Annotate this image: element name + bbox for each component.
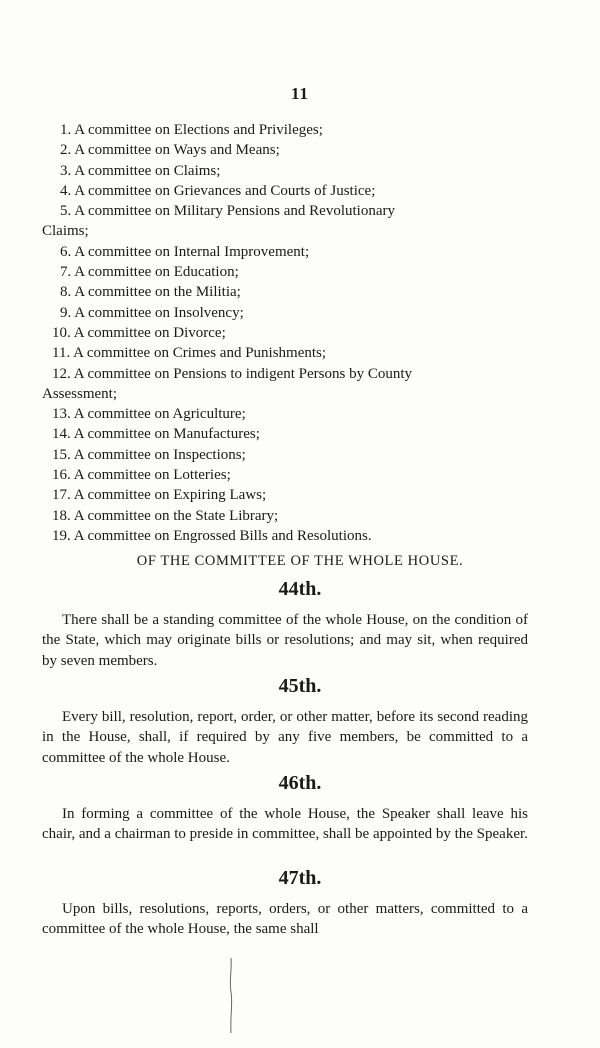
- committee-item: 11. A committee on Crimes and Punishments;: [52, 345, 327, 362]
- committee-item: 2. A committee on Ways and Means;: [60, 142, 280, 159]
- committee-item: 7. A committee on Education;: [60, 264, 239, 281]
- committee-item: 14. A committee on Manufactures;: [52, 426, 260, 443]
- rule-text: In forming a committee of the whole House, the Speaker shall leave his chair, and a chairman to preside in committee, shall be appointed by the Speaker.: [42, 806, 528, 843]
- rule-text: Every bill, resolution, report, order, or other matter, before its second reading in the House, shall, if required by any five members, be committed to a committee of the whole House.: [42, 709, 528, 766]
- rule-number: 44th.: [278, 578, 322, 600]
- rule-number: 46th.: [278, 772, 322, 794]
- rule-text: There shall be a standing committee of the whole House, on the condition of the State, which may originate bills or resolutions; and may sit, when required by seven members.: [42, 612, 528, 669]
- committee-item: 18. A committee on the State Library;: [52, 507, 279, 524]
- committee-item: 15. A committee on Inspections;: [52, 446, 246, 463]
- committee-item: 19. A committee on Engrossed Bills and Resolutions.: [52, 527, 372, 544]
- pencil-mark: [228, 958, 234, 1033]
- committee-item: 6. A committee on Internal Improvement;: [60, 243, 310, 260]
- committee-item: 9. A committee on Insolvency;: [60, 304, 244, 321]
- rule-number: 45th.: [278, 675, 322, 697]
- committee-item: 3. A committee on Claims;: [60, 162, 221, 179]
- committee-item: 1. A committee on Elections and Privileges;: [60, 122, 323, 138]
- section-heading: OF THE COMMITTEE OF THE WHOLE HOUSE.: [136, 553, 464, 569]
- committee-list: [42, 120, 526, 546]
- committee-item: 17. A committee on Expiring Laws;: [52, 487, 267, 504]
- committee-item: 13. A committee on Agriculture;: [52, 406, 246, 423]
- committee-item: 10. A committee on Divorce;: [52, 324, 226, 341]
- rule-text: Upon bills, resolutions, reports, orders, or other matters, committed to a committee of the whole House, the same shall: [42, 901, 528, 938]
- page-number: 11: [290, 84, 310, 103]
- committee-item: 8. A committee on the Militia;: [60, 284, 241, 301]
- committee-item: 4. A committee on Grievances and Courts of Justice;: [60, 182, 376, 199]
- committee-item: 5. A committee on Military Pensions and Revolutionary Claims;: [42, 203, 395, 240]
- rule-number: 47th.: [278, 867, 322, 889]
- committee-item: 16. A committee on Lotteries;: [52, 467, 231, 484]
- committee-item: 12. A committee on Pensions to indigent Persons by County Assessment;: [42, 365, 413, 402]
